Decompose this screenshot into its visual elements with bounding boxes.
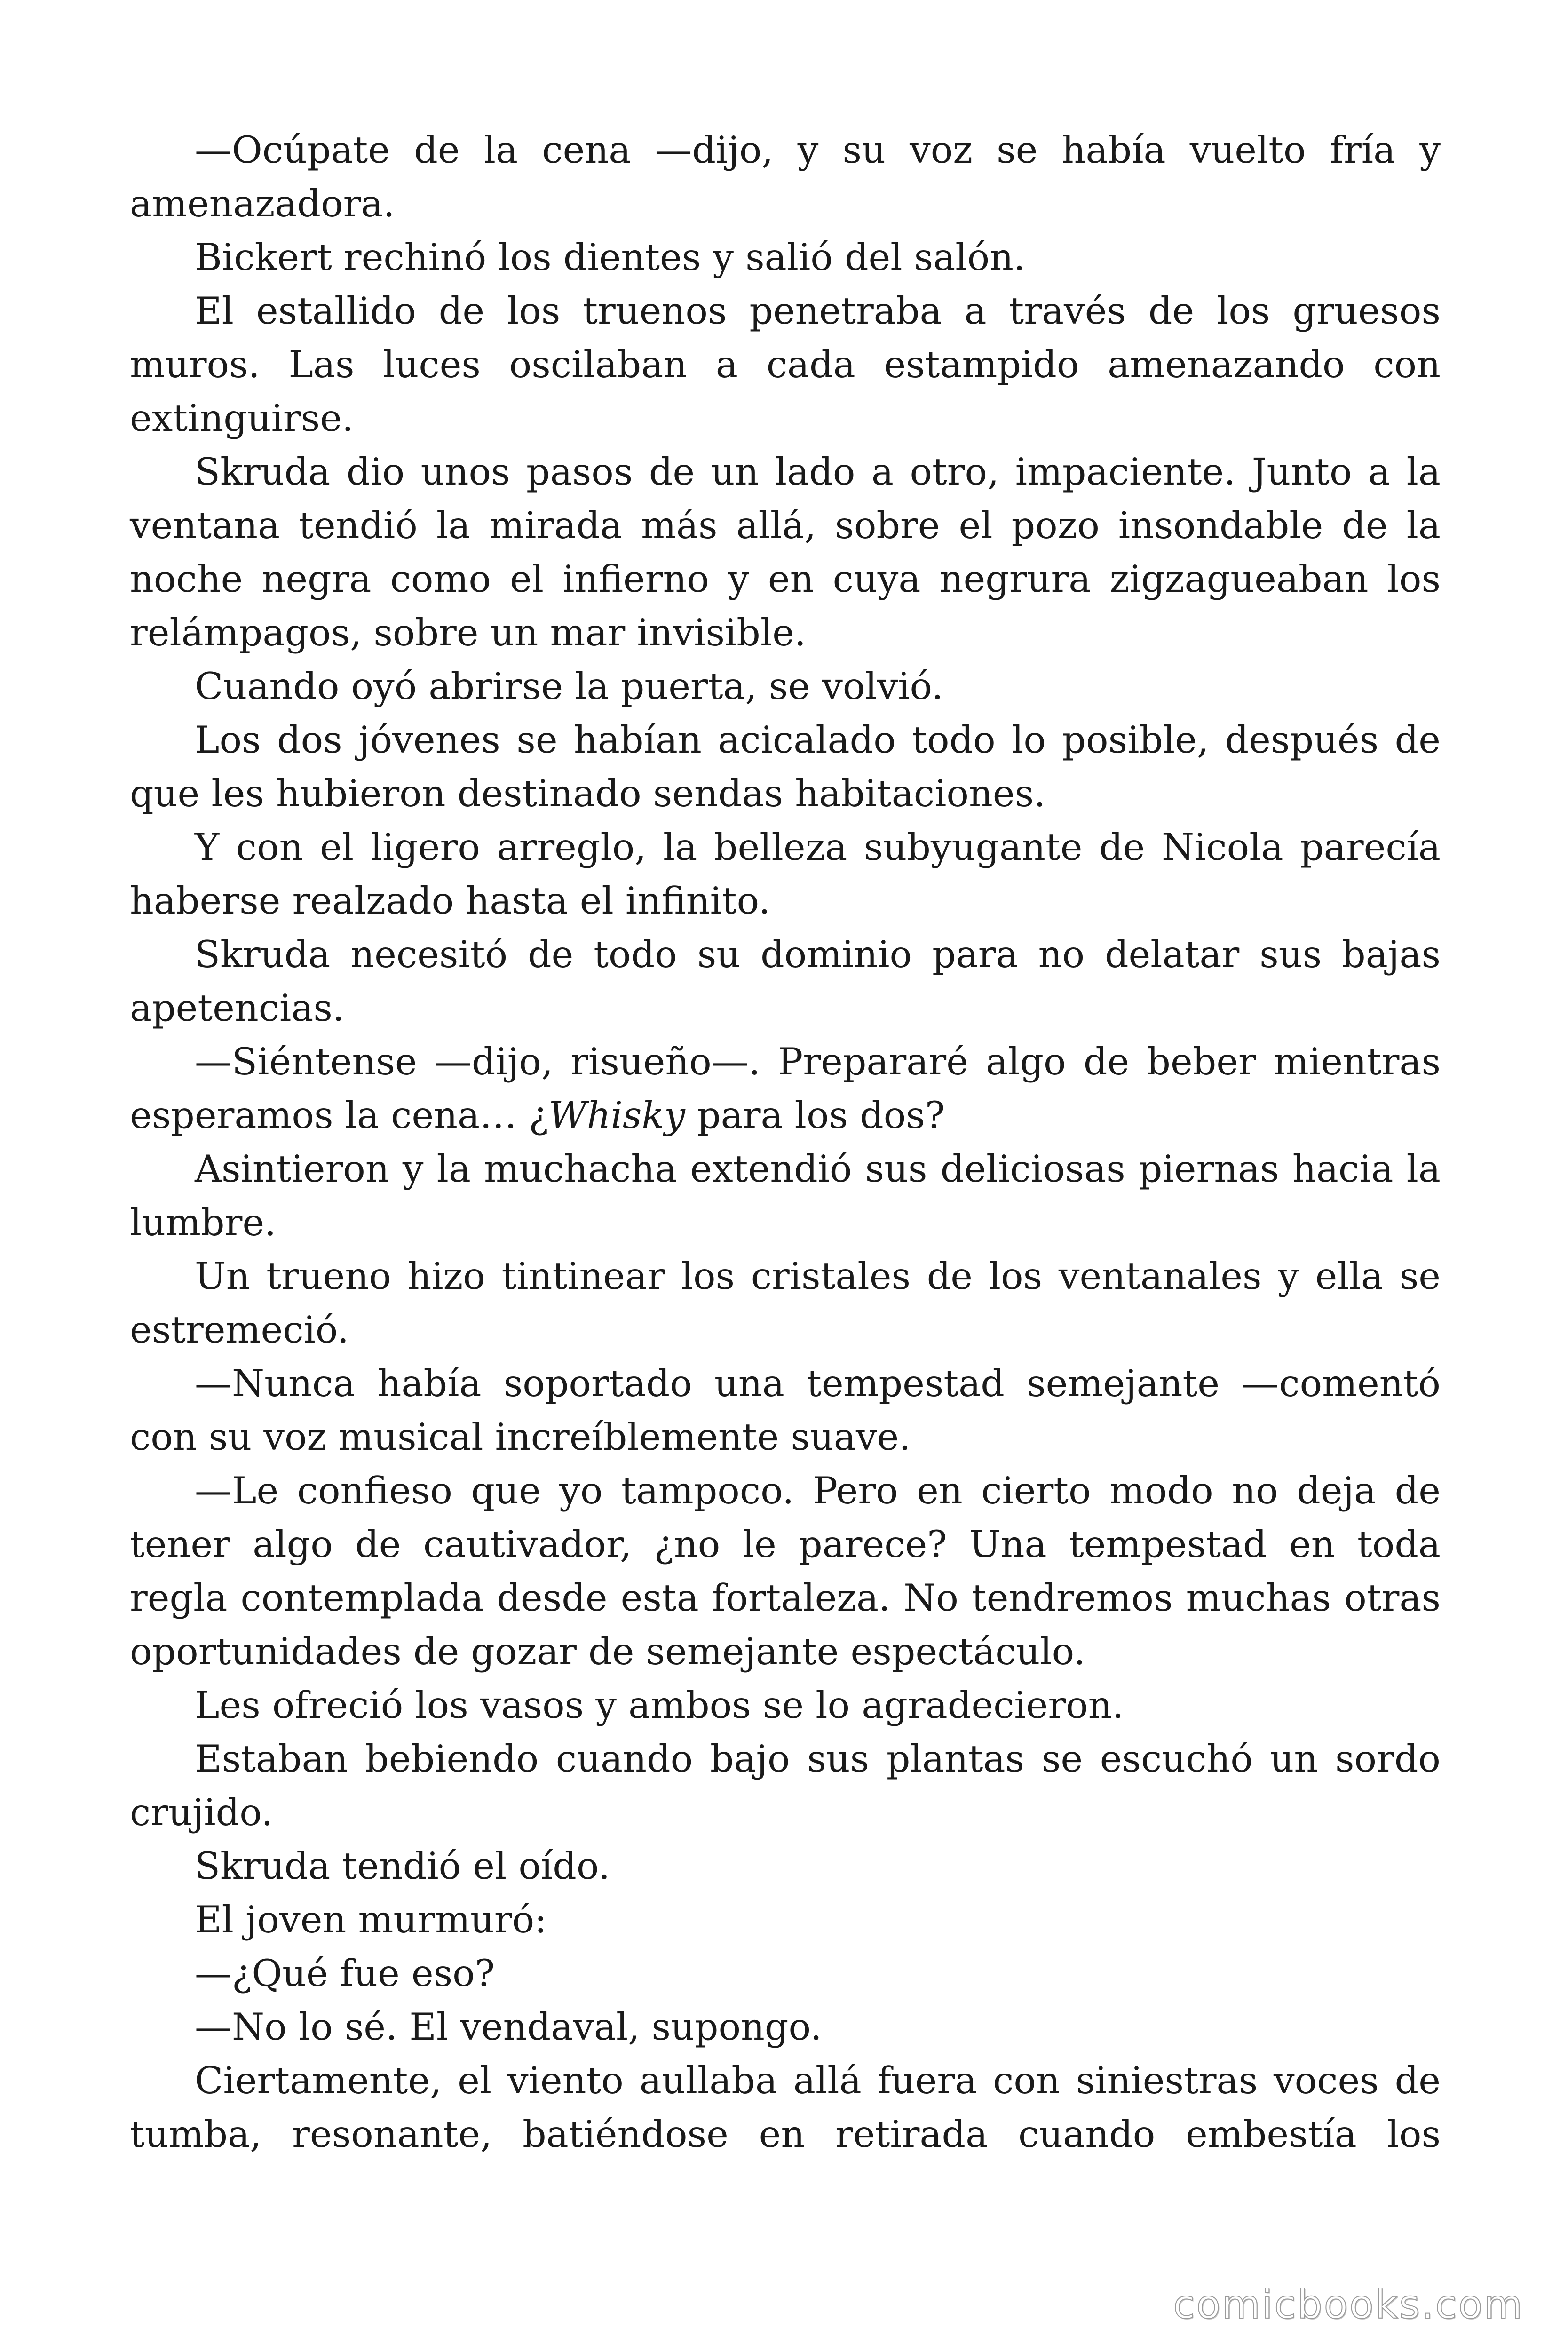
- paragraph: —Nunca había soportado una tempestad semejante —comentó con su voz musical increíblemente suave.: [130, 1362, 1441, 1459]
- paragraph: —No lo sé. El vendaval, supongo.: [195, 2005, 822, 2049]
- italic-word: Whisky: [548, 1094, 685, 1137]
- paragraph: El estallido de los truenos penetraba a través de los gruesos muros. Las luces oscilaban a cada estampido amenazando con extinguirse.: [130, 289, 1441, 440]
- paragraph: Los dos jóvenes se habían acicalado todo lo posible, después de que les hubieron destinado sendas habitaciones.: [130, 718, 1441, 815]
- paragraph: Skruda necesitó de todo su dominio para no delatar sus bajas apetencias.: [130, 933, 1441, 1030]
- paragraph: Asintieron y la muchacha extendió sus deliciosas piernas hacia la lumbre.: [130, 1147, 1441, 1244]
- watermark: comicbooks.com: [1173, 2281, 1524, 2328]
- paragraph: —Le confieso que yo tampoco. Pero en cierto modo no deja de tener algo de cautivador, ¿no le parece? Una tempestad en toda regla contemplada desde esta fortaleza. No tendremos muchas otras oportunidades de gozar de semejante espectáculo.: [130, 1469, 1441, 1673]
- paragraph: Estaban bebiendo cuando bajo sus plantas se escuchó un sordo crujido.: [130, 1737, 1441, 1834]
- paragraph-text: —Siéntense —dijo, risueño—. Prepararé algo de beber mientras esperamos la cena… ¿: [130, 1040, 1441, 1137]
- paragraph: Y con el ligero arreglo, la belleza subyugante de Nicola parecía haberse realzado hasta el infinito.: [130, 826, 1441, 922]
- paragraph: Les ofreció los vasos y ambos se lo agradecieron.: [195, 1684, 1124, 1727]
- paragraph: Skruda dio unos pasos de un lado a otro, impaciente. Junto a la ventana tendió la mirada más allá, sobre el pozo insondable de la noche negra como el infierno y en cuya negrura zigzagueaban los relámpagos, sobre un mar invisible.: [130, 450, 1441, 654]
- paragraph: Cuando oyó abrirse la puerta, se volvió.: [195, 665, 943, 708]
- paragraph: [130, 1035, 1441, 1142]
- paragraph-text: para los dos?: [685, 1094, 945, 1137]
- paragraph: Ciertamente, el viento aullaba allá fuera con siniestras voces de tumba, resonante, batiéndose en retirada cuando embestía los: [130, 2059, 1441, 2156]
- paragraph: Un trueno hizo tintinear los cristales de los ventanales y ella se estremeció.: [130, 1255, 1441, 1351]
- body-text: [130, 123, 1441, 2161]
- paragraph: —¿Qué fue eso?: [195, 1952, 495, 1995]
- paragraph: El joven murmuró:: [195, 1898, 547, 1941]
- paragraph: —Ocúpate de la cena —dijo, y su voz se había vuelto fría y amenazadora.: [130, 128, 1441, 225]
- paragraph: Skruda tendió el oído.: [195, 1844, 610, 1888]
- paragraph: Bickert rechinó los dientes y salió del salón.: [195, 236, 1026, 279]
